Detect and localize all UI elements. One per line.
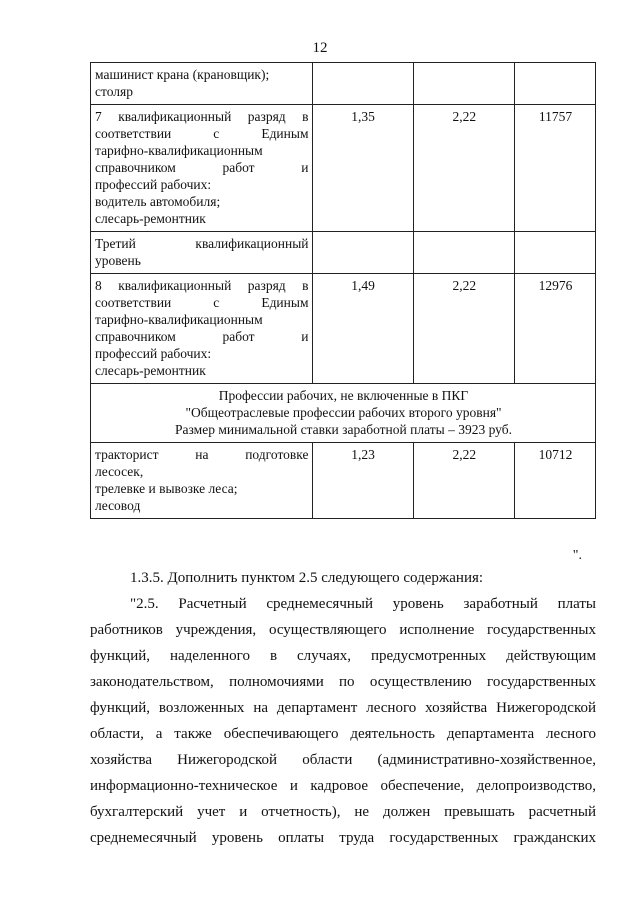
item-2-5-line: работников учреждения, осуществляющего исполнение государственных — [90, 622, 596, 638]
salary-cell: 10712 — [514, 443, 595, 519]
profession-line: машинист крана (крановщик); — [95, 67, 270, 82]
profession-line: соответствии с Единым — [95, 126, 309, 141]
profession-line: Третий квалификационный — [95, 236, 309, 251]
section-header-cell — [91, 384, 596, 443]
item-2-5-line: функций, наделенного в случаях, предусмотренных действующим — [90, 648, 596, 664]
multiplier-cell: 2,22 — [413, 274, 514, 384]
profession-cell — [91, 443, 313, 519]
item-2-5-paragraph — [90, 591, 596, 851]
section-header-line: Профессии рабочих, не включенные в ПКГ — [218, 388, 469, 403]
item-1-3-5-paragraph — [90, 565, 596, 591]
profession-line: лесовод — [95, 498, 141, 513]
closing-quote-mark: ". — [572, 548, 582, 563]
item-2-5-line: "2.5. Расчетный среднемесячный уровень заработный платы — [130, 596, 596, 612]
section-header-line: "Общеотраслевые профессии рабочих второго уровня" — [185, 405, 502, 420]
profession-line: лесосек, — [95, 464, 144, 479]
profession-cell — [91, 105, 313, 232]
item-2-5-line: хозяйства Нижегородской области (административно-хозяйственное, — [90, 752, 596, 768]
coefficient-cell — [312, 232, 413, 274]
item-2-5-line: среднемесячный уровень оплаты труда государственных гражданских — [90, 830, 596, 846]
profession-line: тарифно-квалификационным — [95, 312, 263, 327]
salary-rates-table — [90, 62, 596, 519]
page-number: 12 — [312, 40, 328, 56]
table-row — [91, 443, 596, 519]
table-row — [91, 232, 596, 274]
profession-line: профессий рабочих: — [95, 346, 212, 361]
item-2-5-line: области, а также обеспечивающего деятельность департамента лесного — [90, 726, 596, 742]
salary-cell — [514, 63, 595, 105]
coefficient-cell: 1,35 — [312, 105, 413, 232]
multiplier-cell: 2,22 — [413, 105, 514, 232]
coefficient-cell: 1,49 — [312, 274, 413, 384]
profession-line: слесарь-ремонтник — [95, 211, 206, 226]
multiplier-cell — [413, 232, 514, 274]
profession-line: справочником работ и — [95, 160, 309, 175]
profession-line: 8 квалификационный разряд в — [95, 278, 309, 293]
profession-line: справочником работ и — [95, 329, 309, 344]
item-2-5-line: функций, возложенных на департамент лесного хозяйства Нижегородской — [90, 700, 596, 716]
table-row — [91, 105, 596, 232]
profession-line: столяр — [95, 84, 133, 99]
item-1-3-5-text: 1.3.5. Дополнить пунктом 2.5 следующего содержания: — [130, 570, 484, 586]
profession-line: тракторист на подготовке — [95, 447, 309, 462]
table-row — [91, 274, 596, 384]
item-2-5-line: бухгалтерский учет и отчетность), не должен превышать расчетный — [90, 804, 596, 820]
profession-line: слесарь-ремонтник — [95, 363, 206, 378]
profession-line: тарифно-квалификационным — [95, 143, 263, 158]
profession-line: 7 квалификационный разряд в — [95, 109, 309, 124]
salary-cell: 11757 — [514, 105, 595, 232]
section-header-line: Размер минимальной ставки заработной платы – 3923 руб. — [175, 422, 512, 437]
profession-cell — [91, 63, 313, 105]
salary-cell — [514, 232, 595, 274]
profession-line: профессий рабочих: — [95, 177, 212, 192]
coefficient-cell — [312, 63, 413, 105]
profession-line: соответствии с Единым — [95, 295, 309, 310]
profession-line: водитель автомобиля; — [95, 194, 221, 209]
multiplier-cell — [413, 63, 514, 105]
salary-cell: 12976 — [514, 274, 595, 384]
table-row — [91, 384, 596, 443]
item-2-5-line: информационно-техническое и кадровое обеспечение, делопроизводство, — [90, 778, 596, 794]
item-2-5-line: законодательством, полномочиями по осуществлению государственных — [90, 674, 596, 690]
multiplier-cell: 2,22 — [413, 443, 514, 519]
table-row — [91, 63, 596, 105]
profession-cell — [91, 274, 313, 384]
profession-cell — [91, 232, 313, 274]
profession-line: трелевке и вывозке леса; — [95, 481, 238, 496]
profession-line: уровень — [95, 253, 141, 268]
coefficient-cell: 1,23 — [312, 443, 413, 519]
